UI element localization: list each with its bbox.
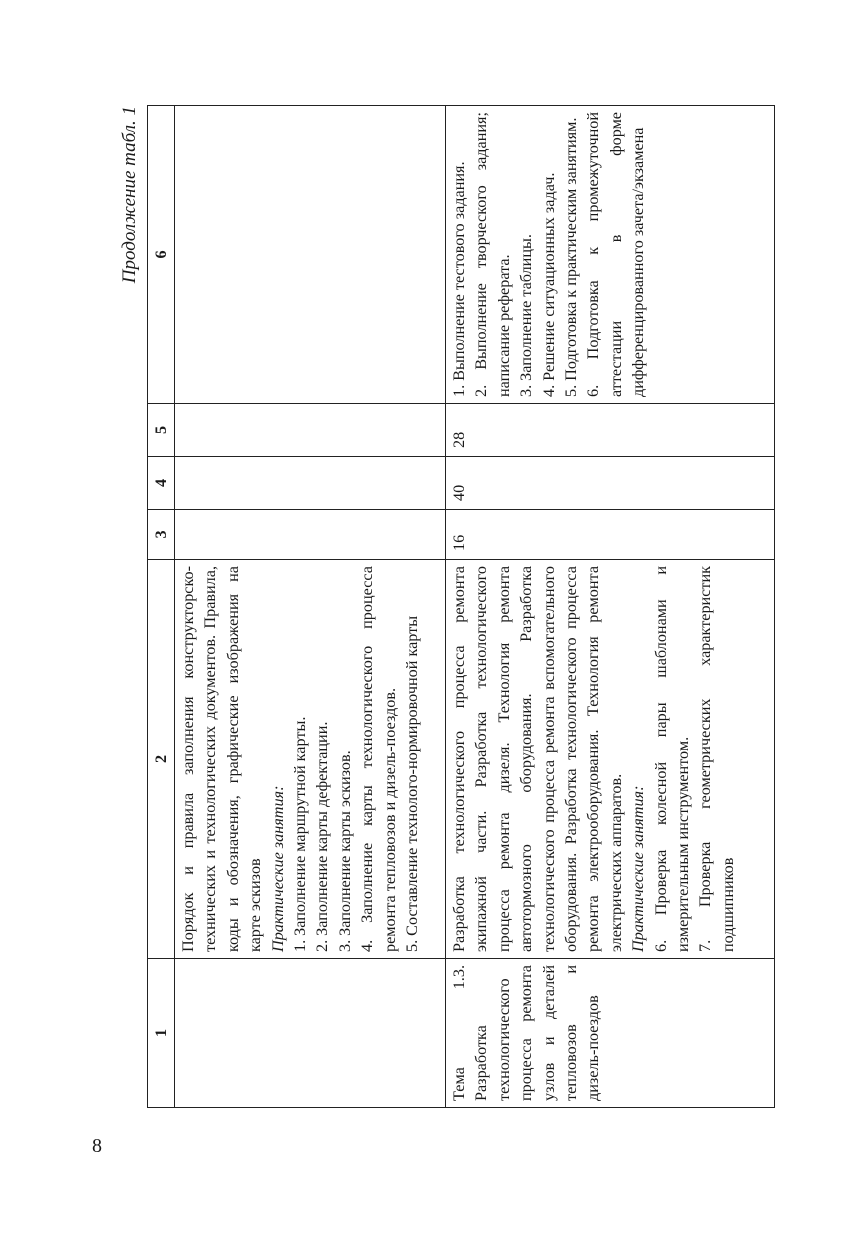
row1-practice-item: 5. Составление технолого-нормировочной карты [403, 615, 422, 952]
rotated-table-page [117, 106, 771, 1108]
row2-content-cell [446, 560, 775, 959]
row2-practice-label: Практические занятия: [629, 785, 648, 952]
row1-practice-item: 1. Заполнение маршрутной карты. [291, 716, 310, 952]
row1-col6-cell [175, 106, 446, 404]
row2-col4-cell: 40 [446, 457, 775, 510]
row2-selfwork-item: 5. Подготовка к практическим занятиям. [562, 117, 581, 397]
header-col-2: 2 [148, 560, 175, 959]
row2-col5-cell: 28 [446, 404, 775, 457]
row2-description: Разработка технологического процесса ремонта экипажной части. Разработка технологического процесса ремонта дизеля. Технология ремонта автотормозного оборудования. Разработка технологического процесса ремонта вспомогательного оборудования. Разработка технологического процесса ремонта электрооборудования. Технология ремонта электрических аппаратов. [450, 566, 625, 952]
header-col-4: 4 [148, 457, 175, 510]
row1-practice-item: 3. Заполнение карты эскизов. [335, 750, 354, 952]
row2-selfwork-item: 3. Заполнение таблицы. [517, 234, 536, 397]
header-col-5: 5 [148, 404, 175, 457]
row1-content-cell [175, 560, 446, 959]
row2-selfwork-item: 4. Решение ситуационных задач. [539, 172, 558, 397]
row2-col3-cell: 16 [446, 510, 775, 560]
header-col-1: 1 [148, 959, 175, 1108]
header-col-6: 6 [148, 106, 175, 404]
row1-topic-cell [175, 959, 446, 1108]
row1-col3-cell [175, 510, 446, 560]
row2-practice-item: 7. Проверка геометрических характеристик подшипников [696, 566, 737, 952]
row1-practice-item: 4. Заполнение карты технологического процесса ремонта тепловозов и дизель-поездов. [358, 566, 399, 952]
row1-col5-cell [175, 404, 446, 457]
page-number: 8 [92, 1135, 102, 1157]
row2-selfwork-item: 1. Выполнение тестового задания. [450, 161, 468, 397]
row1-description: Порядок и правила заполнения конструкторско-технических и технологических документов. Правила, коды и обозначения, графические изображения на карте эскизов [179, 566, 265, 952]
row1-practice-item: 2. Заполнение карты дефектации. [313, 721, 332, 952]
header-col-3: 3 [148, 510, 175, 560]
row2-selfwork-cell [446, 106, 775, 404]
row2-practice-item: 6. Проверка колесной пары шаблонами и измерительным инструментом. [651, 566, 693, 952]
table-row [175, 106, 446, 1108]
row2-topic-cell: Тема 1.3. Разработка технологического процесса ремонта узлов и деталей тепловозов и дизель-поездов [446, 959, 775, 1108]
curriculum-table [147, 105, 775, 1108]
row1-col4-cell [175, 457, 446, 510]
header-row [148, 106, 175, 1108]
row2-selfwork-item: 2. Выполнение творческого задания; написание реферата. [472, 112, 513, 397]
table-row [446, 106, 775, 1108]
table-caption: Продолжение табл. 1 [119, 106, 140, 284]
row2-selfwork-item: 6. Подготовка к промежуточной аттестации в форме дифференцированного зачета/экзамена [584, 112, 648, 397]
row1-practice-label: Практические занятия: [268, 785, 287, 952]
